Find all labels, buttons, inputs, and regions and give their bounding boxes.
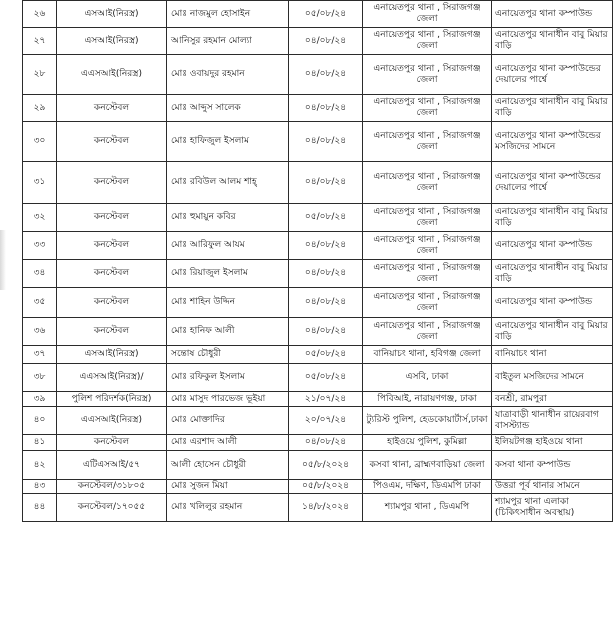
- unit-cell: কসবা থানা, ব্রাহ্মণবাড়িয়া জেলা: [363, 451, 492, 480]
- table-row: [23, 364, 613, 392]
- casualty-table: [22, 0, 613, 522]
- table-row: [23, 435, 613, 451]
- table-row: [23, 122, 613, 162]
- location-cell: এনায়েতপুর থানা কম্পাউন্ডের মসজিদের সামনে: [492, 122, 613, 162]
- table-row: [23, 451, 613, 480]
- rank-cell: এএসআই(নিরস্ত্র): [57, 407, 167, 435]
- table-row: [23, 392, 613, 407]
- unit-cell: এনায়েতপুর থানা , সিরাজগঞ্জ জেলা: [363, 1, 492, 28]
- date-cell: ০৪/০৮/২৪: [289, 435, 363, 451]
- table-row: [23, 28, 613, 55]
- serial-cell: ২৬: [23, 1, 57, 28]
- name-cell: আলী হোসেন চৌধুরী: [167, 451, 289, 480]
- unit-cell: এনায়েতপুর থানা , সিরাজগঞ্জ জেলা: [363, 288, 492, 318]
- name-cell: মোঃ রিয়াজুল ইসলাম: [167, 260, 289, 288]
- name-cell: মোঃ ওবায়দুর রহমান: [167, 55, 289, 95]
- unit-cell: ট্যুরিস্ট পুলিশ, হেডকোয়ার্টার্স,ঢাকা: [363, 407, 492, 435]
- rank-cell: কনস্টেবল: [57, 232, 167, 260]
- table-row: [23, 494, 613, 522]
- rank-cell: এটিএসআই/৫৭: [57, 451, 167, 480]
- rank-cell: কনস্টেবল/১৭০৫৫: [57, 494, 167, 522]
- name-cell: মোঃ রফিকুল ইসলাম: [167, 364, 289, 392]
- date-cell: ০৪/০৮/২৪: [289, 260, 363, 288]
- serial-cell: ৩৪: [23, 260, 57, 288]
- table-row: [23, 407, 613, 435]
- unit-cell: এনায়েতপুর থানা , সিরাজগঞ্জ জেলা: [363, 122, 492, 162]
- location-cell: এনায়েতপুর থানা কম্পাউন্ড: [492, 288, 613, 318]
- location-cell: ইলিয়টগঞ্জ হাইওয়ে থানা: [492, 435, 613, 451]
- rank-cell: কনস্টেবল: [57, 435, 167, 451]
- unit-cell: এনায়েতপুর থানা , সিরাজগঞ্জ জেলা: [363, 95, 492, 122]
- table-row: [23, 95, 613, 122]
- unit-cell: এনায়েতপুর থানা , সিরাজগঞ্জ জেলা: [363, 204, 492, 232]
- table-row: [23, 480, 613, 494]
- name-cell: মোঃ রবিউল আলম শাহ্: [167, 162, 289, 204]
- serial-cell: ৩০: [23, 122, 57, 162]
- serial-cell: ৩৬: [23, 318, 57, 346]
- location-cell: এনায়েতপুর থানা কম্পাউন্ডের দেয়ালের পার্শ্বে: [492, 55, 613, 95]
- rank-cell: কনস্টেবল: [57, 260, 167, 288]
- serial-cell: ২৯: [23, 95, 57, 122]
- name-cell: মোঃ মোক্তাদির: [167, 407, 289, 435]
- rank-cell: এসআই(নিরস্ত্র): [57, 346, 167, 364]
- serial-cell: ৩৫: [23, 288, 57, 318]
- name-cell: মোঃ হাফিজুল ইসলাম: [167, 122, 289, 162]
- location-cell: যাত্রাবাড়ী থানাধীন রায়েরবাগ বাসস্ট্যান্ড: [492, 407, 613, 435]
- serial-cell: ৪২: [23, 451, 57, 480]
- location-cell: কসবা থানা কম্পাউন্ড: [492, 451, 613, 480]
- page-edge-shadow: [0, 230, 6, 290]
- serial-cell: ২৭: [23, 28, 57, 55]
- name-cell: মোঃ শাহিন উদ্দিন: [167, 288, 289, 318]
- serial-cell: ৩৩: [23, 232, 57, 260]
- table-row: [23, 55, 613, 95]
- unit-cell: বানিয়াচং থানা, হবিগঞ্জ জেলা: [363, 346, 492, 364]
- date-cell: ০৫/০৮/২৪: [289, 204, 363, 232]
- location-cell: বনশ্রী, রামপুরা: [492, 392, 613, 407]
- serial-cell: ৪৪: [23, 494, 57, 522]
- unit-cell: এসবি, ঢাকা: [363, 364, 492, 392]
- location-cell: এনায়েতপুর থানাধীন বাবু মিয়ার বাড়ি: [492, 204, 613, 232]
- rank-cell: কনস্টেবল: [57, 204, 167, 232]
- date-cell: ০৫/০৮/২৪: [289, 346, 363, 364]
- date-cell: ০৫/৮/২০২৪: [289, 451, 363, 480]
- serial-cell: ৩৭: [23, 346, 57, 364]
- serial-cell: ৩৯: [23, 392, 57, 407]
- date-cell: ০৪/০৮/২৪: [289, 318, 363, 346]
- rank-cell: কনস্টেবল: [57, 318, 167, 346]
- rank-cell: কনস্টেবল: [57, 162, 167, 204]
- date-cell: ০৪/০৮/২৪: [289, 95, 363, 122]
- name-cell: মোঃ আরিফুল আযম: [167, 232, 289, 260]
- serial-cell: ৪৩: [23, 480, 57, 494]
- serial-cell: ২৮: [23, 55, 57, 95]
- table-row: [23, 318, 613, 346]
- table-row: [23, 1, 613, 28]
- date-cell: ০৪/০৮/২৪: [289, 288, 363, 318]
- date-cell: ২০/০৭/২৪: [289, 407, 363, 435]
- serial-cell: ৩১: [23, 162, 57, 204]
- rank-cell: এসআই(নিরস্ত্র): [57, 1, 167, 28]
- location-cell: এনায়েতপুর থানা কম্পাউন্ড: [492, 232, 613, 260]
- name-cell: মোঃ নাজমুল হোসাইন: [167, 1, 289, 28]
- location-cell: উত্তরা পূর্ব থানার সামনে: [492, 480, 613, 494]
- name-cell: মোঃ খলিলুর রহমান: [167, 494, 289, 522]
- rank-cell: কনস্টেবল: [57, 288, 167, 318]
- unit-cell: এনায়েতপুর থানা , সিরাজগঞ্জ জেলা: [363, 232, 492, 260]
- date-cell: ০৪/০৮/২৪: [289, 122, 363, 162]
- name-cell: মোঃ এরশাদ আলী: [167, 435, 289, 451]
- table-row: [23, 346, 613, 364]
- document-page: [22, 0, 612, 522]
- name-cell: সন্তোষ চৌধুরী: [167, 346, 289, 364]
- unit-cell: এনায়েতপুর থানা , সিরাজগঞ্জ জেলা: [363, 55, 492, 95]
- unit-cell: পিওএম, দক্ষিণ, ডিএমপি ঢাকা: [363, 480, 492, 494]
- name-cell: আনিসুর রহমান মোল্যা: [167, 28, 289, 55]
- unit-cell: এনায়েতপুর থানা , সিরাজগঞ্জ জেলা: [363, 260, 492, 288]
- serial-cell: ৪১: [23, 435, 57, 451]
- name-cell: মোঃ হুমায়ুন কবির: [167, 204, 289, 232]
- location-cell: শ্যামপুর থানা এলাকা (চিকিৎসাধীন অবস্থায়): [492, 494, 613, 522]
- table-row: [23, 162, 613, 204]
- location-cell: এনায়েতপুর থানা কম্পাউন্ড: [492, 1, 613, 28]
- date-cell: ০৪/০৮/২৪: [289, 232, 363, 260]
- name-cell: মোঃ মাসুদ পারভেজ ভূইয়া: [167, 392, 289, 407]
- rank-cell: এএসআই(নিরস্ত্র): [57, 55, 167, 95]
- location-cell: এনায়েতপুর থানাধীন বাবু মিয়ার বাড়ি: [492, 260, 613, 288]
- table-row: [23, 260, 613, 288]
- location-cell: বাইতুল মসজিদের সামনে: [492, 364, 613, 392]
- date-cell: ০৪/০৮/২৪: [289, 55, 363, 95]
- date-cell: ০৪/০৮/২৪: [289, 28, 363, 55]
- serial-cell: ৩২: [23, 204, 57, 232]
- table-row: [23, 204, 613, 232]
- date-cell: ২১/০৭/২৪: [289, 392, 363, 407]
- unit-cell: পিবিআই, নারায়ণগঞ্জ, ঢাকা: [363, 392, 492, 407]
- unit-cell: শ্যামপুর থানা , ডিএমপি: [363, 494, 492, 522]
- location-cell: বানিয়াচং থানা: [492, 346, 613, 364]
- table-body: [23, 1, 613, 522]
- rank-cell: এসআই(নিরস্ত্র): [57, 28, 167, 55]
- serial-cell: ৪০: [23, 407, 57, 435]
- rank-cell: পুলিশ পরিদর্শক(নিরস্ত্র): [57, 392, 167, 407]
- date-cell: ০৪/০৮/২৪: [289, 162, 363, 204]
- table-row: [23, 288, 613, 318]
- rank-cell: কনস্টেবল: [57, 95, 167, 122]
- rank-cell: কনস্টেবল/৩১৮০৫: [57, 480, 167, 494]
- rank-cell: কনস্টেবল: [57, 122, 167, 162]
- date-cell: ০৫/৮/২০২৪: [289, 480, 363, 494]
- serial-cell: ৩৮: [23, 364, 57, 392]
- date-cell: ০৫/০৮/২৪: [289, 364, 363, 392]
- name-cell: মোঃ আব্দুস সালেক: [167, 95, 289, 122]
- rank-cell: এএসআই(নিরস্ত্র)/: [57, 364, 167, 392]
- unit-cell: এনায়েতপুর থানা , সিরাজগঞ্জ জেলা: [363, 28, 492, 55]
- unit-cell: হাইওয়ে পুলিশ, কুমিল্লা: [363, 435, 492, 451]
- location-cell: এনায়েতপুর থানা কম্পাউন্ডের দেয়ালের পার্শ্বে: [492, 162, 613, 204]
- unit-cell: এনায়েতপুর থানা , সিরাজগঞ্জ জেলা: [363, 162, 492, 204]
- unit-cell: এনায়েতপুর থানা , সিরাজগঞ্জ জেলা: [363, 318, 492, 346]
- date-cell: ১৪/৮/২০২৪: [289, 494, 363, 522]
- location-cell: এনায়েতপুর থানাধীন বাবু মিয়ার বাড়ি: [492, 318, 613, 346]
- name-cell: মোঃ হানিফ আলী: [167, 318, 289, 346]
- name-cell: মোঃ সুজন মিয়া: [167, 480, 289, 494]
- location-cell: এনায়েতপুর থানাধীন বাবু মিয়ার বাড়ি: [492, 95, 613, 122]
- date-cell: ০৫/০৮/২৪: [289, 1, 363, 28]
- location-cell: এনায়েতপুর থানাধীন বাবু মিয়ার বাড়ি: [492, 28, 613, 55]
- table-row: [23, 232, 613, 260]
